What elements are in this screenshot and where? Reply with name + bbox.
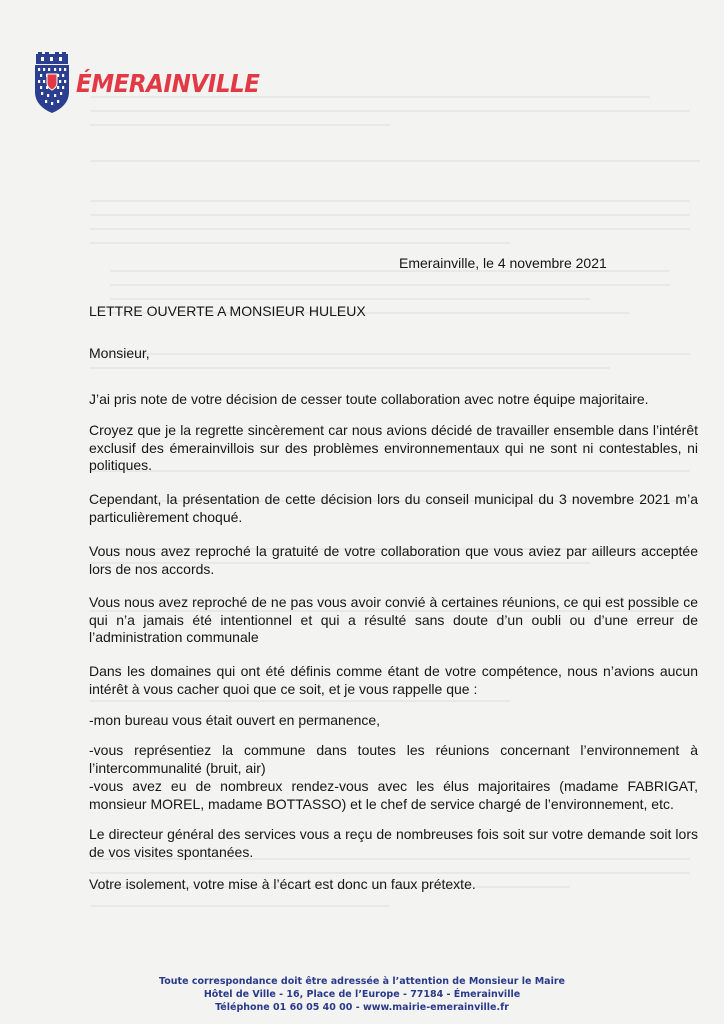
paragraph: J’ai pris note de votre décision de cesser toute collaboration avec notre équipe majoritaire. [89,391,649,407]
list-item: -vous représentiez la commune dans toutes les réunions concernant l’environnement à l’intercommunalité (bruit, air) [89,742,698,776]
paragraph: Croyez que je la regrette sincèrement car nous avions décidé de travailler ensemble dans l’intérêt exclusif des émerainvillois sur des problèmes environnementaux qui ne sont ni contestables, ni politiques. [89,422,698,473]
footer-correspondence-note: Toute correspondance doit être adressée à l’attention de Monsieur le Maire [159,976,565,987]
municipal-logo [33,52,258,118]
paragraph: Le directeur général des services vous a reçu de nombreuses fois soit sur votre demande soit lors de vos visites spontanées. [89,826,698,860]
paragraph: Votre isolement, votre mise à l’écart est donc un faux prétexte. [89,876,476,892]
town-name-logotype: ÉMERAINVILLE [76,69,260,98]
salutation: Monsieur, [89,345,150,361]
paragraph: Vous nous avez reproché de ne pas vous avoir convié à certaines réunions, ce qui est possible ce qui n’a jamais été intentionnel et qui a résulté sans doute d’un oubli ou d’une erreur de l’administration communale [89,594,698,645]
footer-contact: Téléphone 01 60 05 40 00 - www.mairie-emerainville.fr [215,1002,509,1013]
letter-subject: LETTRE OUVERTE A MONSIEUR HULEUX [89,303,366,319]
letterhead-footer [0,975,724,1014]
paragraph: Dans les domaines qui ont été définis comme étant de votre compétence, nous n’avions aucun intérêt à vous cacher quoi que ce soit, et je vous rappelle que : [89,663,698,697]
paragraph: Vous nous avez reproché la gratuité de votre collaboration que vous aviez par ailleurs acceptée lors de nos accords. [89,543,698,577]
town-crest-icon [33,52,71,114]
letter-date: Emerainville, le 4 novembre 2021 [399,255,607,271]
paragraph: Cependant, la présentation de cette décision lors du conseil municipal du 3 novembre 2021 m’a particulièrement choqué. [89,491,698,525]
footer-address: Hôtel de Ville - 16, Place de l’Europe - 77184 - Émerainville [203,989,521,1000]
list-item: -vous avez eu de nombreux rendez-vous avec les élus majoritaires (madame FABRIGAT, monsieur MOREL, madame BOTTASSO) et le chef de service chargé de l’environnement, etc. [89,778,698,812]
list-item: -mon bureau vous était ouvert en permanence, [89,712,381,728]
